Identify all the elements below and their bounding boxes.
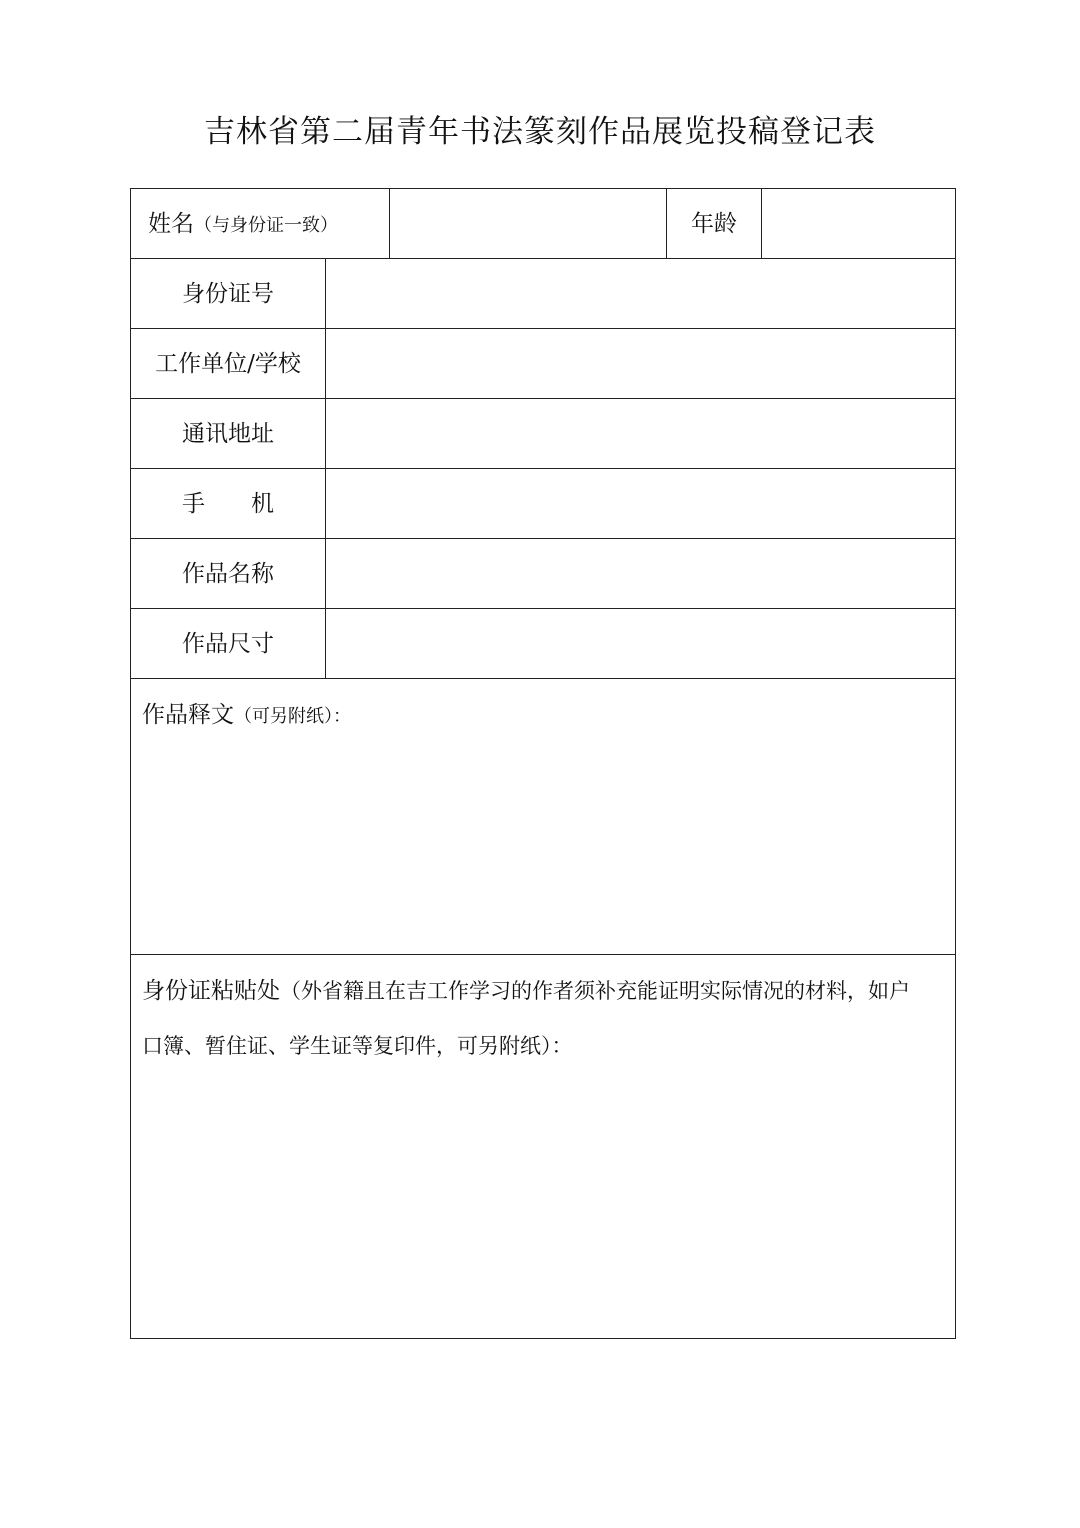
column-divider [325,258,326,678]
row-divider [131,678,955,679]
row-divider [131,328,955,329]
row-divider [131,468,955,469]
column-divider [761,189,762,258]
workplace-field[interactable] [327,330,953,397]
id-paste-area[interactable] [133,1069,953,1337]
id-number-field[interactable] [327,260,953,327]
age-field[interactable] [763,190,953,257]
column-divider [389,189,390,258]
interpretation-field[interactable] [133,737,953,952]
page-title: 吉林省第二届青年书法篆刻作品展览投稿登记表 [204,114,876,150]
work-title-field[interactable] [327,540,953,607]
work-size-field[interactable] [327,610,953,677]
phone-field[interactable] [327,470,953,537]
age-label: 年龄 [691,211,737,237]
address-label: 通讯地址 [182,421,274,447]
name-field[interactable] [391,190,665,257]
row-divider [131,258,955,259]
phone-label: 手 机 [182,491,274,517]
interpretation-note: （可另附纸）： [234,706,351,727]
name-label: 姓名 [148,211,194,237]
id-paste-instructions-line1 [142,976,910,1006]
id-paste-note-line1: （外省籍且在吉工作学习的作者须补充能证明实际情况的材料，如户 [280,979,910,1003]
id-paste-note-line2: 口簿、暂住证、学生证等复印件，可另附纸）： [142,1034,573,1058]
interpretation-label: 作品释文 [142,702,234,728]
id-paste-label: 身份证粘贴处 [142,978,280,1004]
registration-form-table [130,188,956,1339]
name-note: （与身份证一致） [194,215,338,236]
row-divider [131,398,955,399]
row-divider [131,608,955,609]
work-title-label: 作品名称 [182,561,274,587]
interpretation-label-line [142,700,351,732]
id-number-label: 身份证号 [182,281,274,307]
address-field[interactable] [327,400,953,467]
work-size-label: 作品尺寸 [182,631,274,657]
row-divider [131,538,955,539]
workplace-label: 工作单位/学校 [155,351,301,377]
row-divider [131,954,955,955]
name-label-cell [148,209,338,241]
